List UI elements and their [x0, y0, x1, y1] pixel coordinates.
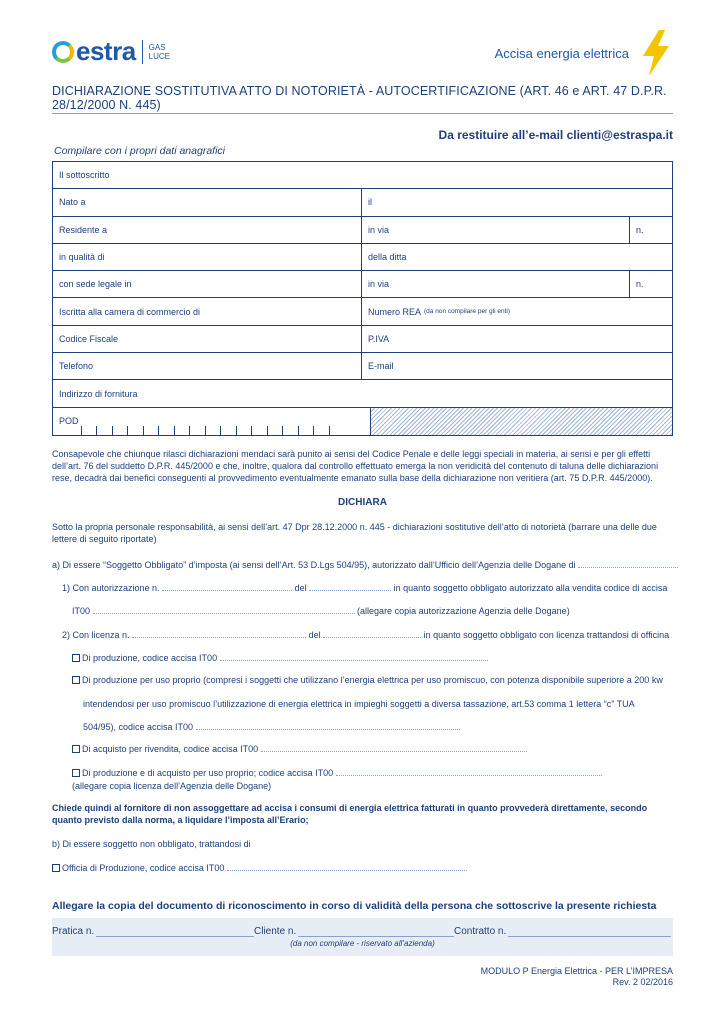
- modulo-code: MODULO P Energia Elettrica - PER L’IMPRESA: [480, 966, 673, 976]
- row-nato: [53, 189, 672, 216]
- option-promiscuo-line-1: Di produzione per uso proprio (compresi i soggetti che utilizzano l’energia elettrica per uso promiscuo, con potenza disponibile superiore a 200 kw: [82, 675, 663, 685]
- option-officina-label: Officia di Produzione, codice accisa IT00: [62, 863, 225, 873]
- reserved-note: (da non compilare - riservato all’azienda): [290, 939, 435, 948]
- label-indirizzo-fornitura: Indirizzo di fornitura: [59, 388, 138, 399]
- label-nato-a: Nato a: [59, 197, 86, 208]
- dogane-field[interactable]: [578, 559, 678, 568]
- label-della-ditta: della ditta: [368, 252, 407, 263]
- document-title: DICHIARAZIONE SOSTITUTIVA ATTO DI NOTORIETÀ - AUTOCERTIFICAZIONE (ART. 46 e ART. 47 D.P.R. 28/12/2000 N. 445): [52, 84, 667, 112]
- option-produzione: [72, 652, 488, 664]
- label-residente-a: Residente a: [59, 224, 108, 235]
- item-2-label: 2) Con licenza n.: [62, 630, 130, 640]
- item-b: b) Di essere soggetto non obbligato, trattandosi di: [52, 839, 251, 849]
- option-acquisto-proprio-label: Di produzione e di acquisto per uso proprio; codice accisa IT00: [82, 768, 334, 778]
- acquisto-proprio-code-field[interactable]: [336, 767, 602, 776]
- cliente-field[interactable]: [254, 926, 454, 937]
- form-footer: [481, 966, 673, 988]
- field-in-qualita[interactable]: [53, 244, 362, 270]
- return-email-note: Da restituire all’e-mail clienti@estraspa.it: [438, 128, 673, 142]
- item-1-del: del: [294, 583, 307, 593]
- field-pod[interactable]: [53, 408, 371, 435]
- item-a-text: a) Di essere “Soggetto Obbligato” d’imposta (ai sensi dell’Art. 53 D.Lgs 504/95), autorizzato dall’Ufficio dell’Agenzia delle Dogane di: [52, 560, 576, 570]
- row-contatti: [53, 353, 672, 380]
- field-residente-a[interactable]: [53, 217, 362, 243]
- pratica-line: [96, 927, 254, 937]
- checkbox-acquisto-proprio[interactable]: [72, 769, 80, 777]
- field-via-sede[interactable]: [362, 271, 630, 297]
- label-codice-fiscale: Codice Fiscale: [59, 333, 119, 344]
- field-sottoscritto[interactable]: [53, 162, 672, 188]
- dichiara-heading: DICHIARA: [338, 497, 387, 508]
- field-civico-residenza[interactable]: [630, 217, 672, 243]
- label-numero-rea: Numero REA: [368, 306, 422, 317]
- logo-subtitle: [149, 43, 170, 61]
- option-promiscuo-line-2: intendendosi per uso promiscuo l’utilizzazione di energia elettrica in impieghi soggetti a diversa tassazione, art.53 comma 1 lettera “c” TUA: [83, 699, 635, 709]
- item-a: [52, 559, 678, 571]
- accisa-code-field[interactable]: [93, 605, 355, 614]
- pod-hatched-area: [371, 408, 672, 435]
- row-qualita: [53, 244, 672, 271]
- row-camera: [53, 298, 672, 325]
- cliente-line: [298, 927, 454, 937]
- field-numero-rea[interactable]: [362, 298, 672, 324]
- pratica-field[interactable]: [52, 926, 254, 937]
- logo-separator: [142, 40, 143, 64]
- label-in-qualita: in qualità di: [59, 252, 105, 263]
- label-il: il: [368, 197, 372, 208]
- pod-character-boxes: [81, 408, 345, 435]
- field-codice-fiscale[interactable]: [53, 326, 362, 352]
- field-sede-legale[interactable]: [53, 271, 362, 297]
- row-sede: [53, 271, 672, 298]
- intro-paragraph: Sotto la propria personale responsabilità, ai sensi dell’art. 47 Dpr 28.12.2000 n. 445 - dichiarazioni sostitutive dell’atto di notorietà (barrare una delle due lettere di seguito riportate): [52, 522, 657, 544]
- rea-note: (da non compilare per gli enti): [424, 308, 511, 316]
- label-piva: P.IVA: [368, 333, 390, 344]
- field-data-nascita[interactable]: [362, 189, 672, 215]
- produzione-code-field[interactable]: [220, 652, 488, 661]
- estra-logo: [52, 36, 170, 67]
- label-sottoscritto: Il sottoscritto: [59, 170, 110, 181]
- field-via-residenza[interactable]: [362, 217, 630, 243]
- field-indirizzo-fornitura[interactable]: [53, 380, 672, 406]
- contratto-field[interactable]: [454, 926, 671, 937]
- label-camera-commercio: Iscritta alla camera di commercio di: [59, 306, 201, 317]
- logo-text: estra: [76, 36, 136, 66]
- item-1-allegare: (allegare copia autorizzazione Agenzia delle Dogane): [357, 606, 570, 616]
- field-email[interactable]: [362, 353, 672, 379]
- row-pod: [53, 408, 672, 435]
- item-1-line: [62, 582, 667, 594]
- item-1-accisa-line: [72, 605, 570, 617]
- autorizzazione-number-field[interactable]: [162, 582, 292, 591]
- estra-logo-mark-icon: [52, 41, 74, 63]
- option-promiscuo-line-3-wrap: [83, 721, 460, 733]
- option-rivendita-label: Di acquisto per rivendita, codice accisa IT00: [82, 744, 259, 754]
- label-n: n.: [636, 224, 644, 235]
- contratto-label: Contratto n.: [454, 926, 507, 937]
- option-promiscuo: [72, 674, 663, 686]
- option-acquisto-proprio: [72, 767, 602, 779]
- option-produzione-label: Di produzione, codice accisa IT00: [82, 653, 218, 663]
- reserved-fields-row: [52, 918, 673, 937]
- option-officina: [52, 862, 467, 874]
- promiscuo-code-field[interactable]: [196, 721, 460, 730]
- pratica-label: Pratica n.: [52, 926, 95, 937]
- label-sede-legale: con sede legale in: [59, 279, 132, 290]
- label-email: E-mail: [368, 361, 394, 372]
- chiede-paragraph: Chiede quindi al fornitore di non assoggettare ad accisa i consumi di energia elettrica fatturati in quanto provvederà direttamente, secondo quanto previsto dalla norma, a liquidare l’imposta all’Erario;: [52, 803, 648, 825]
- checkbox-rivendita[interactable]: [72, 745, 80, 753]
- label-telefono: Telefono: [59, 361, 94, 372]
- row-sottoscritto: [53, 162, 672, 189]
- rivendita-code-field[interactable]: [261, 743, 527, 752]
- item-2-text: in quanto soggetto obbligato con licenza trattandosi di officina: [423, 630, 670, 640]
- label-in-via: in via: [368, 224, 390, 235]
- label-n: n.: [636, 279, 644, 290]
- label-pod: POD: [59, 416, 79, 427]
- row-residente: [53, 217, 672, 244]
- label-in-via: in via: [368, 279, 390, 290]
- item-1-it00: IT00: [72, 606, 91, 616]
- item-1-label: 1) Con autorizzazione n.: [62, 583, 160, 593]
- licenza-number-field[interactable]: [132, 629, 306, 638]
- logo-sub-luce: LUCE: [148, 51, 170, 61]
- personal-data-table: [52, 161, 673, 436]
- option-rivendita: [72, 743, 527, 755]
- field-civico-sede[interactable]: [630, 271, 672, 297]
- consapevole-paragraph: Consapevole che chiunque rilasci dichiarazioni mendaci sarà punito ai sensi del Codice Penale e delle leggi speciali in materia, ai sensi e per gli effetti dell’art. 76 del suddetto D.P.R. 445/2000 e che, inoltre, qualora dal controllo effettuato emerga la non veridicità del contenuto di taluna delle dichiarazioni rese, decadrà dai benefici conseguenti al provvedimento eventualmente emanato sulla base della dichiarazione non veritiera (art. 75 D.P.R. 445/2000).: [52, 449, 659, 483]
- item-2-del: del: [308, 630, 321, 640]
- option-promiscuo-line-3: 504/95), codice accisa IT00: [83, 722, 194, 732]
- allegare-documento-note: Allegare la copia del documento di riconoscimento in corso di validità della persona che sottoscrive la presente richiesta: [52, 900, 657, 912]
- fill-hint: Compilare con i propri dati anagrafici: [54, 145, 225, 157]
- field-ditta[interactable]: [362, 244, 672, 270]
- checkbox-officina[interactable]: [52, 864, 60, 872]
- row-fornitura: [53, 380, 672, 407]
- field-camera-commercio[interactable]: [53, 298, 362, 324]
- item-2-line: [62, 629, 669, 641]
- revision-code: Rev. 2 02/2016: [612, 977, 673, 987]
- checkbox-promiscuo[interactable]: [72, 676, 80, 684]
- option-allegare-licenza: (allegare copia licenza dell’Agenzia delle Dogane): [72, 781, 272, 791]
- header-divider: [52, 113, 673, 114]
- autorizzazione-date-field[interactable]: [309, 582, 391, 591]
- field-telefono[interactable]: [53, 353, 362, 379]
- licenza-date-field[interactable]: [323, 629, 421, 638]
- contratto-line: [508, 927, 671, 937]
- reserved-band: [52, 918, 673, 956]
- item-1-text: in quanto soggetto obbligato autorizzato alla vendita codice di accisa: [393, 583, 668, 593]
- product-label: Accisa energia elettrica: [494, 46, 629, 61]
- field-piva[interactable]: [362, 326, 672, 352]
- cliente-label: Cliente n.: [254, 926, 297, 937]
- checkbox-produzione[interactable]: [72, 654, 80, 662]
- officina-code-field[interactable]: [227, 862, 467, 871]
- field-nato-a[interactable]: [53, 189, 362, 215]
- row-fiscale: [53, 326, 672, 353]
- lightning-bolt-icon: [639, 30, 673, 76]
- logo-sub-gas: GAS: [148, 42, 166, 52]
